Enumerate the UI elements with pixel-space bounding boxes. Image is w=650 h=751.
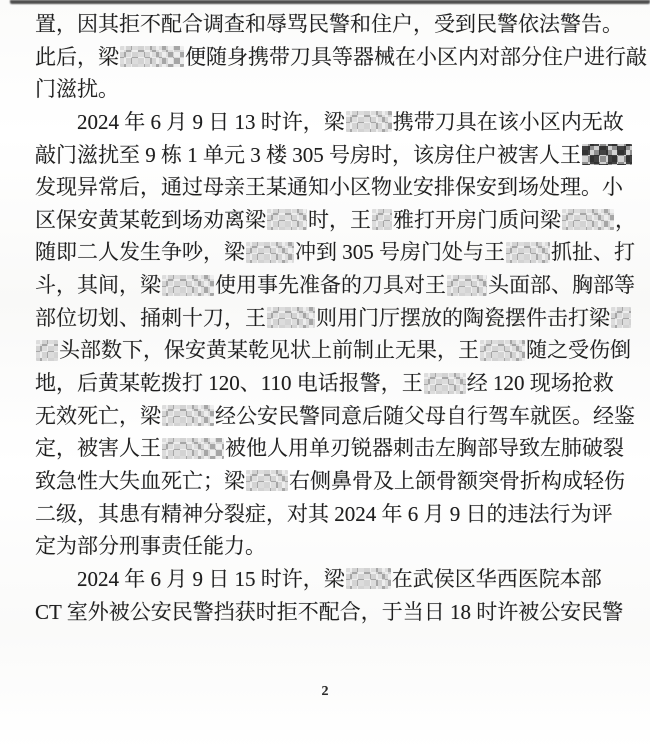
redaction-block bbox=[120, 46, 184, 67]
redaction-block bbox=[246, 242, 294, 263]
redaction-block bbox=[372, 209, 392, 230]
text-run: 雅打开房门质问梁 bbox=[393, 207, 561, 232]
text-line bbox=[35, 302, 635, 335]
text-run: 置，因其拒不配合调查和辱骂民警和住户，受到民警依法警告。 bbox=[35, 12, 623, 36]
page-number: 2 bbox=[321, 684, 329, 699]
text-line bbox=[35, 367, 635, 400]
text-run: CT 室外被公安民警挡获时拒不配合，于当日 18 时许被公安民警 bbox=[35, 599, 624, 624]
text-run: 发现异常后，通过母亲王某通知小区物业安排保安到场处理。小 bbox=[35, 175, 623, 200]
document-body bbox=[35, 8, 647, 628]
text-run: 则用门厅摆放的陶瓷摆件击打梁 bbox=[316, 305, 610, 330]
text-run: 地，后黄某乾拨打 120、110 电话报警，王 bbox=[35, 371, 423, 396]
text-run: 头部数下，保安黄某乾见状上前制止无果，王 bbox=[59, 338, 479, 363]
scan-edge-artifact bbox=[10, 0, 650, 4]
text-line bbox=[35, 171, 635, 204]
text-run: 区保安黄某乾到场劝离梁 bbox=[35, 207, 266, 232]
redaction-block bbox=[480, 340, 525, 361]
redaction-block bbox=[162, 438, 224, 459]
text-run: 定为部分刑事责任能力。 bbox=[35, 534, 266, 559]
text-line bbox=[35, 334, 635, 367]
text-line bbox=[35, 498, 635, 531]
redaction-block bbox=[346, 568, 391, 589]
text-run: 随之受伤倒 bbox=[526, 338, 631, 363]
text-line bbox=[35, 73, 635, 106]
text-run: 时，王 bbox=[308, 207, 371, 232]
text-line bbox=[35, 204, 635, 237]
redaction-block bbox=[162, 275, 214, 296]
text-run: 随即二人发生争吵，梁 bbox=[35, 240, 245, 265]
text-run: 门滋扰。 bbox=[35, 77, 119, 102]
text-run: 2024 年 6 月 9 日 13 时许，梁 bbox=[77, 109, 345, 134]
text-run: 定，被害人王 bbox=[35, 436, 161, 461]
text-run: 右侧鼻骨及上颌骨额突骨折构成轻伤 bbox=[289, 468, 625, 493]
redaction-block bbox=[506, 242, 550, 263]
text-line bbox=[35, 139, 635, 172]
text-run: 敲门滋扰至 9 栋 1 单元 3 楼 305 号房时，该房住户被害人王 bbox=[35, 142, 581, 167]
text-line bbox=[35, 400, 635, 433]
redaction-block bbox=[582, 144, 632, 165]
text-run: 部位切划、捅刺十刀，王 bbox=[35, 305, 266, 330]
redaction-block bbox=[346, 111, 392, 132]
text-run: 致急性大失血死亡；梁 bbox=[35, 468, 245, 493]
text-run: 便随身携带刀具等器械在小区内对部分住户进行敲 bbox=[185, 44, 647, 69]
text-run: 抓扯、打 bbox=[551, 240, 635, 265]
text-line bbox=[35, 530, 635, 563]
text-run: 被他人用单刃锐器刺击左胸部导致左肺破裂 bbox=[225, 436, 624, 461]
text-line bbox=[35, 8, 635, 41]
text-line bbox=[35, 106, 635, 139]
text-run: 携带刀具在该小区内无故 bbox=[392, 109, 624, 134]
text-run: 二级，其患有精神分裂症，对其 2024 年 6 月 9 日的违法行为评 bbox=[35, 501, 613, 526]
redaction-block bbox=[267, 307, 315, 328]
text-run: ， bbox=[615, 207, 636, 232]
text-line bbox=[35, 432, 635, 465]
redaction-block bbox=[267, 209, 307, 230]
text-line bbox=[35, 41, 647, 74]
text-run: 此后，梁 bbox=[35, 44, 119, 69]
redaction-block bbox=[611, 307, 631, 328]
text-run: 头面部、胸部等 bbox=[488, 273, 635, 298]
redaction-block bbox=[424, 373, 466, 394]
text-run: 无效死亡，梁 bbox=[35, 403, 161, 428]
redaction-block bbox=[36, 340, 58, 361]
redaction-block bbox=[162, 405, 214, 426]
text-run: 斗，其间，梁 bbox=[35, 273, 161, 298]
text-line bbox=[35, 563, 635, 596]
text-run: 经公安民警同意后随父母自行驾车就医。经鉴 bbox=[215, 403, 635, 428]
text-run: 冲到 305 号房门处与王 bbox=[295, 240, 505, 265]
redaction-block bbox=[562, 209, 614, 230]
text-run: 使用事先准备的刀具对王 bbox=[215, 273, 446, 298]
redaction-block bbox=[246, 470, 288, 491]
text-run: 经 120 现场抢救 bbox=[466, 371, 614, 396]
redaction-block bbox=[447, 275, 487, 296]
text-line bbox=[35, 269, 635, 302]
text-line bbox=[35, 596, 635, 629]
text-line bbox=[35, 465, 635, 498]
text-line bbox=[35, 236, 635, 269]
text-run: 在武侯区华西医院本部 bbox=[391, 566, 602, 591]
text-run: 2024 年 6 月 9 日 15 时许，梁 bbox=[77, 566, 345, 591]
